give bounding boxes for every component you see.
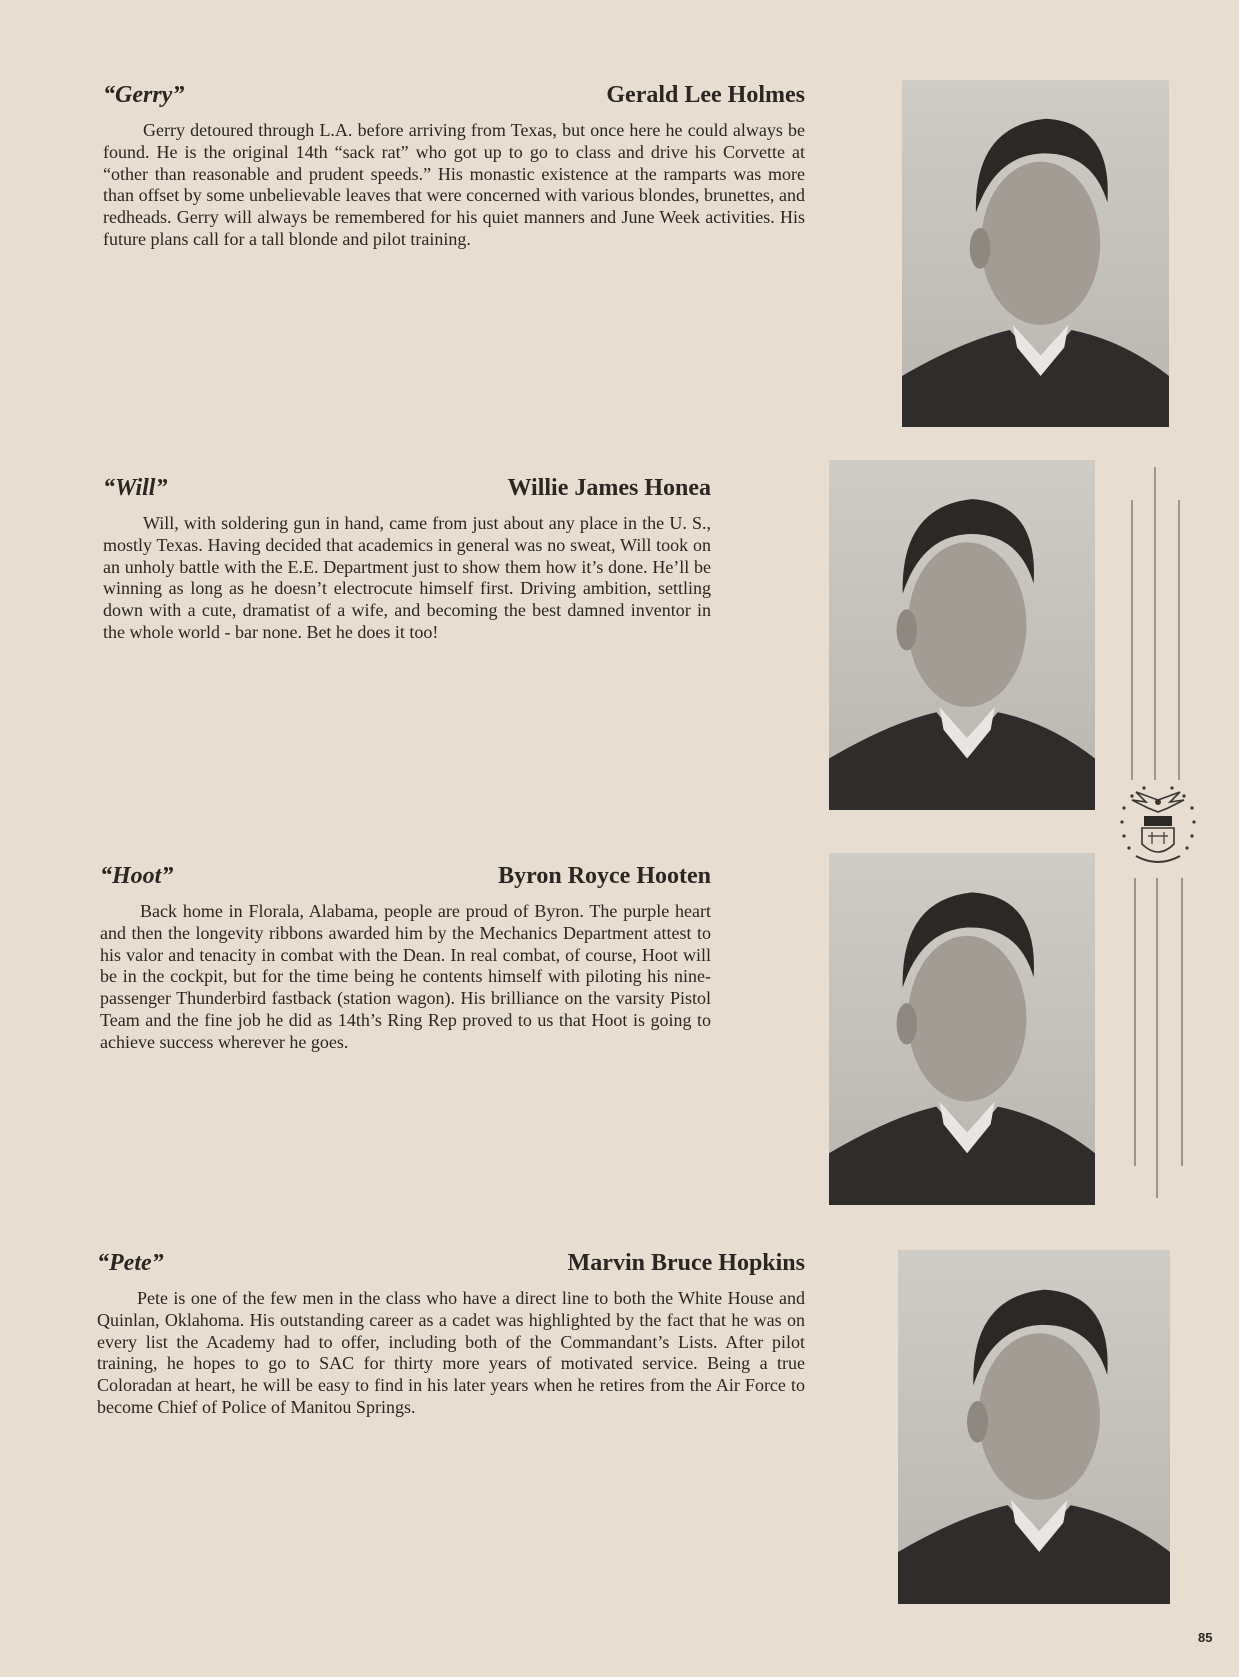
biography: Pete is one of the few men in the class who have a direct line to both the White House and Quinlan, Oklahoma. His outstanding career as a cadet was highlighted by the fact that he was on every list the Academy had to offer, including both of the Commandant’s Lists. After pilot training, he hopes to go to SAC for thirty more years of motivated service. Being a true Coloradan at heart, he will be easy to find in his later years when he retires from the Air Force to become Chief of Police of Manitou Springs. bbox=[97, 1288, 805, 1417]
entry-byron-hooten bbox=[100, 863, 711, 1103]
biography: Back home in Florala, Alabama, people are proud of Byron. The purple heart and then the longevity ribbons awarded him by the Mechanics Department attest to his valor and tenacity in combat with the Dean. In real combat, of course, Hoot will be in the cockpit, but for the time being he contents himself with piloting his nine-passenger Thunderbird fastback (station wagon). His brilliance on the varsity Pistol Team and the fine job he did as 14th’s Ring Rep proved to us that Hoot is going to achieve success wherever he goes. bbox=[100, 901, 711, 1052]
academy-crest-icon bbox=[1118, 778, 1198, 878]
decorative-rule-center-bottom bbox=[1156, 878, 1158, 1198]
decorative-rule-left-top bbox=[1131, 500, 1133, 780]
full-name: Willie James Honea bbox=[507, 475, 711, 501]
biography: Will, with soldering gun in hand, came from just about any place in the U. S., mostly Texas. Having decided that academics in general was no sweat, Will took on an unholy battle with the E.E. Department just to show them how it’s done. He’ll be winning as long as he doesn’t electrocute himself first. Driving ambition, settling down with a cute, dramatist of a wife, and becoming the best damned inventor in the whole world - bar none. Bet he does it too! bbox=[103, 513, 711, 642]
decorative-rule-left-bottom bbox=[1134, 878, 1136, 1166]
page-number: 85 bbox=[1198, 1630, 1213, 1645]
nickname: “Hoot” bbox=[100, 863, 174, 889]
decorative-rule-right-bottom bbox=[1181, 878, 1183, 1166]
nickname: “Will” bbox=[103, 475, 168, 501]
portrait-photo bbox=[829, 853, 1095, 1205]
nickname: “Pete” bbox=[97, 1250, 164, 1276]
portrait-photo bbox=[898, 1250, 1170, 1604]
entry-willie-honea bbox=[103, 475, 711, 675]
portrait-photo bbox=[829, 460, 1095, 810]
entry-marvin-hopkins bbox=[97, 1250, 805, 1470]
portrait-photo bbox=[902, 80, 1169, 427]
nickname: “Gerry” bbox=[103, 82, 185, 108]
decorative-rule-center-top bbox=[1154, 467, 1156, 780]
biography: Gerry detoured through L.A. before arriving from Texas, but once here he could always be found. He is the original 14th “sack rat” who got up to go to class and drive his Corvette at “other than reasonable and prudent speeds.” His monastic existence at the ramparts was more than offset by some unbelievable leaves that were concerned with various blondes, brunettes, and redheads. Gerry will always be remembered for his quiet manners and June Week activities. His future plans call for a tall blonde and pilot training. bbox=[103, 120, 805, 249]
entry-gerald-holmes bbox=[103, 82, 805, 282]
full-name: Marvin Bruce Hopkins bbox=[567, 1250, 805, 1276]
decorative-rule-right-top bbox=[1178, 500, 1180, 780]
full-name: Gerald Lee Holmes bbox=[606, 82, 805, 108]
full-name: Byron Royce Hooten bbox=[498, 863, 711, 889]
